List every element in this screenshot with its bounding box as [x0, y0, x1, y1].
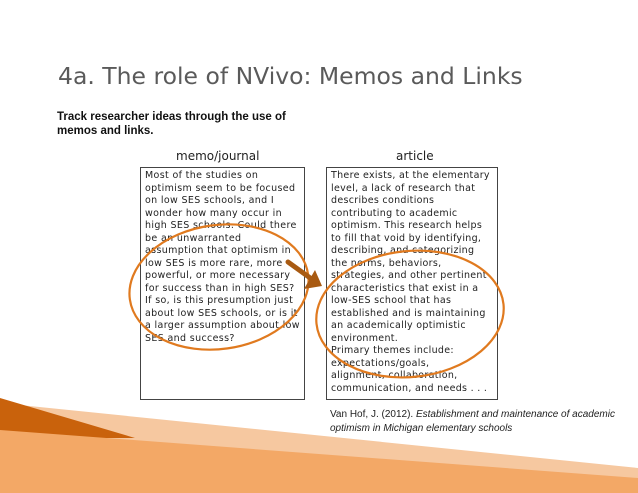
citation-title: Establishment and maintenance of academic optimism in Michigan elementary schools	[330, 409, 615, 434]
slide-subtitle: Track researcher ideas through the use of memos and links.	[57, 111, 286, 137]
article-column-label: article	[396, 149, 434, 163]
memo-text-box: Most of the studies on optimism seem to be focused on low SES schools, and I wonder how many occur in high SES schools. Could there be an unwarranted assumption that optimism in low SES is more rare, more powerful, or more necessary for success than in high SES? If so, is this presumption just about low SES schools, or is it a larger assumption about low SES and success?	[140, 167, 305, 400]
article-highlight-circle	[310, 242, 510, 387]
citation-author: Van Hof, J. (2012).	[330, 409, 416, 420]
memo-highlight-circle	[121, 213, 317, 361]
article-text-box: There exists, at the elementary level, a lack of research that describes conditions contributing to academic optimism. This research helps to fill that void by identifying, describing, and categorizing the norms, behaviors, strategies, and other pertinent characteristics that exist in a low-SES school that has established and is maintaining an academically optimistic environment. Primary themes include: expectations/goals, alignment, collaboration, communication, and needs . . .	[326, 167, 498, 400]
slide-title: 4a. The role of NVivo: Memos and Links	[58, 62, 523, 90]
memo-column-label: memo/journal	[176, 149, 260, 163]
